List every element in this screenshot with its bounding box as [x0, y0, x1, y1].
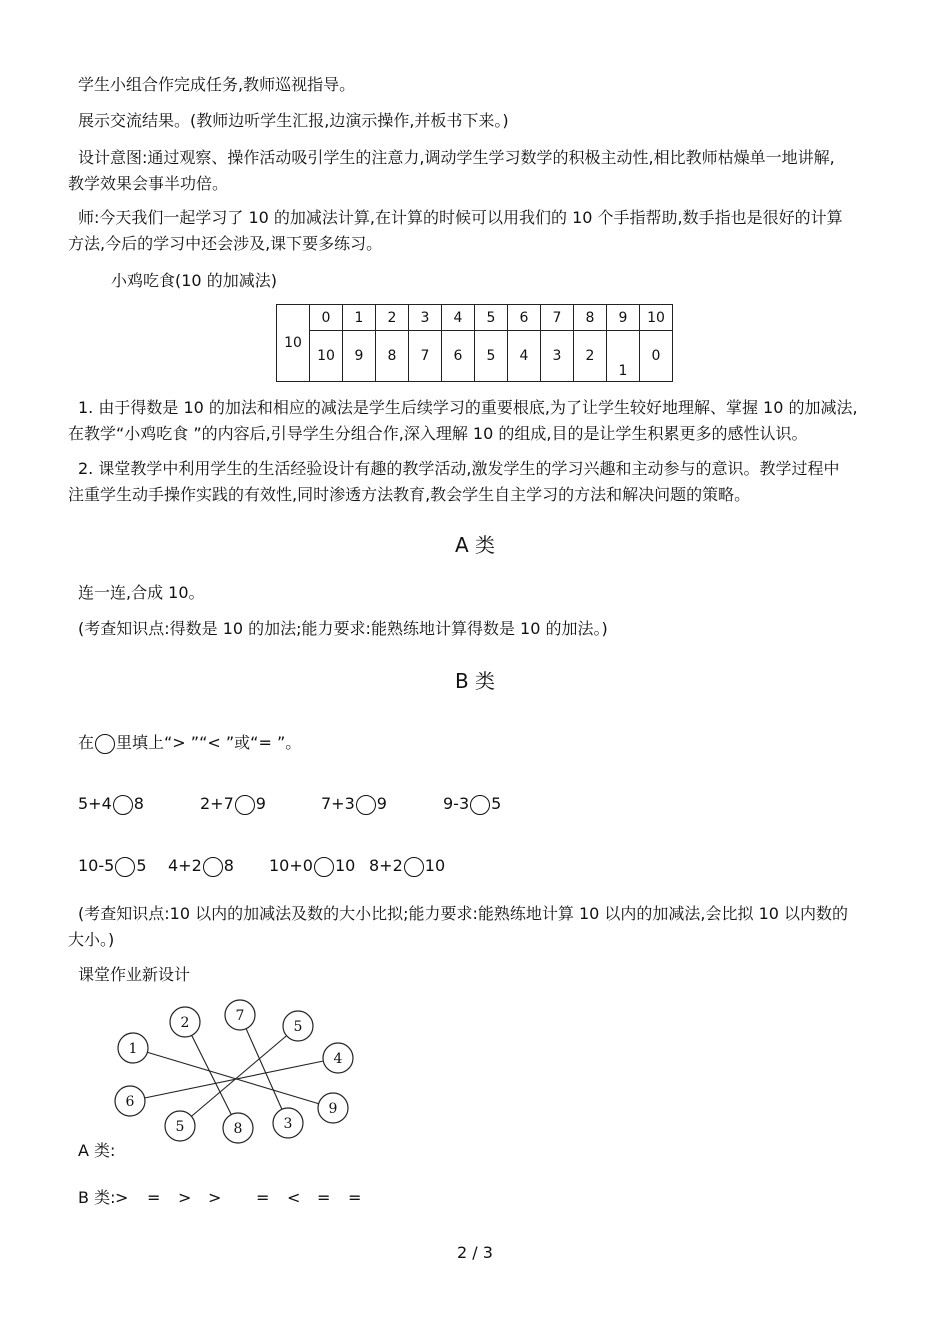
answer-b-symbol: = — [317, 1188, 331, 1207]
answer-b-symbol: > — [208, 1188, 222, 1207]
diagram-number: 2 — [180, 1015, 190, 1031]
table-cell: 0 — [640, 331, 673, 382]
comparison-item: 8+2 10 — [369, 856, 446, 875]
comparison-item: 7+3 9 — [321, 794, 387, 813]
table-cell: 1 — [607, 331, 640, 382]
answer-b-symbol: = — [256, 1188, 270, 1207]
table-cell: 10 — [640, 305, 673, 331]
paragraph-share-results: 展示交流结果。(教师边听学生汇报,边演示操作,并板书下来。) — [78, 111, 509, 130]
table-cell: 10 — [310, 331, 343, 382]
table-cell: 2 — [376, 305, 409, 331]
table-cell: 7 — [409, 331, 442, 382]
diagram-number: 9 — [328, 1101, 338, 1117]
table-cell: 5 — [475, 331, 508, 382]
comparison-item: 10+0 10 — [269, 856, 356, 875]
diagram-number: 7 — [235, 1008, 245, 1024]
table-cell: 8 — [574, 305, 607, 331]
comparison-item: 10-5 5 — [78, 856, 147, 875]
answer-a-label: A 类: — [78, 1141, 116, 1160]
diagram-number: 5 — [293, 1019, 303, 1035]
comparison-item: 4+2 8 — [168, 856, 234, 875]
table-cell: 7 — [541, 305, 574, 331]
answer-b-symbol: > — [178, 1188, 192, 1207]
page-number: 2 / 3 — [457, 1243, 493, 1262]
comparison-item: 2+7 9 — [200, 794, 266, 813]
table-title: 小鸡吃食(10 的加减法) — [111, 271, 277, 290]
homework-title: 课堂作业新设计 — [78, 965, 191, 984]
answer-b-symbol: > — [115, 1188, 129, 1207]
table-cell: 3 — [541, 331, 574, 382]
section-a-heading: A 类 — [454, 533, 496, 557]
section-b-note: (考查知识点:10 以内的加减法及数的大小比拟;能力要求:能熟练地计算 10 以内的加减法,会比拟 10 以内数的 大小。) — [68, 904, 849, 949]
answer-b-label: B 类: — [78, 1188, 116, 1207]
paragraph-note-1: 1. 由于得数是 10 的加法和相应的减法是学生后续学习的重要根底,为了让学生较好地理解、掌握 10 的加减法, 在教学“小鸡吃食 ”的内容后,引导学生分组合作,深入理解 10 的组成,目的是让学生积累更多的感性认识。 — [68, 398, 858, 443]
table-cell: 8 — [376, 331, 409, 382]
section-b-instruction: 在 里填上“> ”“< ”或“= ”。 — [78, 733, 302, 752]
paragraph-design-intent: 设计意图:通过观察、操作活动吸引学生的注意力,调动学生学习数学的积极主动性,相比教师枯燥单一地讲解, 教学效果会事半功倍。 — [68, 148, 835, 193]
answer-b-symbol: < — [287, 1188, 301, 1207]
table-cell: 9 — [607, 305, 640, 331]
diagram-number: 5 — [175, 1119, 185, 1135]
table-cell: 4 — [442, 305, 475, 331]
table-cell: 6 — [508, 305, 541, 331]
answer-b-symbol: = — [348, 1188, 362, 1207]
diagram-number: 6 — [125, 1094, 135, 1110]
diagram-number: 3 — [283, 1116, 293, 1132]
table-cell: 4 — [508, 331, 541, 382]
section-a-task: 连一连,合成 10。 — [78, 583, 205, 602]
comparison-item: 9-3 5 — [443, 794, 502, 813]
table-cell: 0 — [310, 305, 343, 331]
section-b-heading: B 类 — [454, 669, 496, 693]
diagram-number: 1 — [128, 1041, 138, 1057]
table-cell: 6 — [442, 331, 475, 382]
table-cell: 1 — [343, 305, 376, 331]
paragraph-note-2: 2. 课堂教学中利用学生的生活经验设计有趣的教学活动,激发学生的学习兴趣和主动参与的意识。教学过程中 注重学生动手操作实践的有效性,同时渗透方法教育,教会学生自主学习的方法和解决问题的策略。 — [68, 459, 840, 504]
table-cell: 3 — [409, 305, 442, 331]
answer-b-symbol: = — [147, 1188, 161, 1207]
diagram-number: 4 — [333, 1051, 343, 1067]
comparison-item: 5+4 8 — [78, 794, 144, 813]
section-a-note: (考查知识点:得数是 10 的加法;能力要求:能熟练地计算得数是 10 的加法。) — [78, 619, 608, 638]
diagram-number: 8 — [233, 1121, 243, 1137]
table-cell: 2 — [574, 331, 607, 382]
table-lead-cell: 10 — [277, 305, 310, 382]
paragraph-teacher-summary: 师:今天我们一起学习了 10 的加减法计算,在计算的时候可以用我们的 10 个手指帮助,数手指也是很好的计算 方法,今后的学习中还会涉及,课下要多练习。 — [68, 208, 843, 253]
table-cell: 5 — [475, 305, 508, 331]
table-cell: 9 — [343, 331, 376, 382]
paragraph-group-work: 学生小组合作完成任务,教师巡视指导。 — [78, 75, 356, 94]
